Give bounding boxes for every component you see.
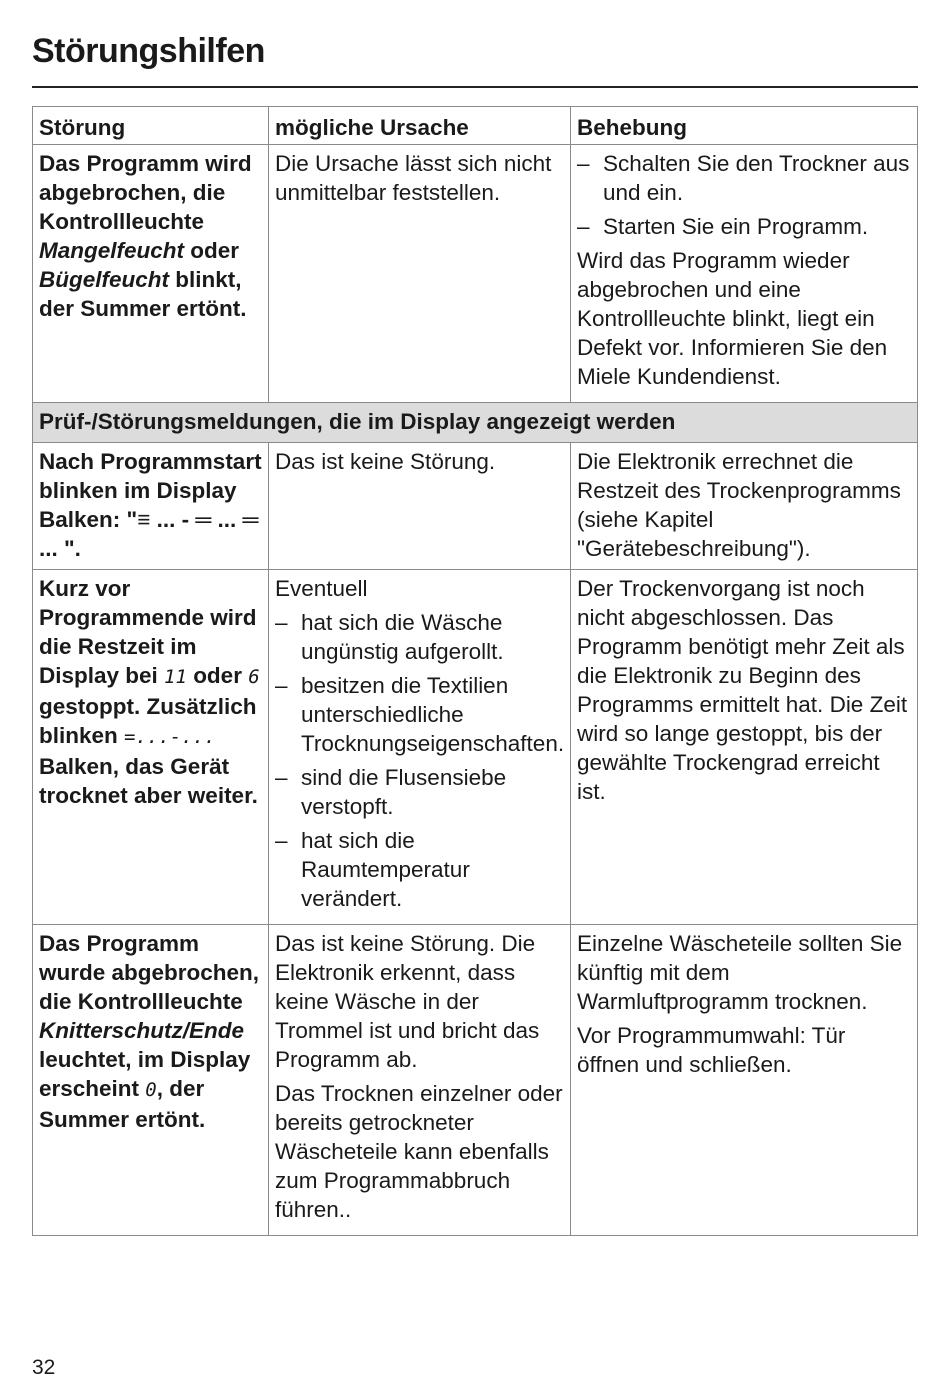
page-number: 32 xyxy=(32,1356,56,1379)
fault-text: leuchtet, im Display erscheint xyxy=(39,1047,251,1101)
remedy-dash-item: – Schalten Sie den Trockner aus und ein. xyxy=(577,149,911,207)
remedy-text: Einzelne Wäscheteile sollten Sie künftig mit dem Warmluftprogramm trocknen. xyxy=(577,931,903,1014)
indicator-name: Knitterschutz/Ende xyxy=(39,1018,245,1043)
table-row xyxy=(33,925,918,1236)
display-segment: 6 xyxy=(248,666,260,688)
header-stoerung: Störung xyxy=(33,107,269,145)
cause-intro: Eventuell xyxy=(275,576,368,601)
troubleshooting-table xyxy=(32,106,918,1236)
fault-cell xyxy=(33,570,269,925)
cause-cell xyxy=(269,570,571,925)
remedy-cell xyxy=(571,145,918,403)
cause-text: Das ist keine Störung. Die Elektronik erkennt, dass keine Wäsche in der Trommel ist und bricht das Programm ab. xyxy=(275,931,540,1072)
fault-text: oder xyxy=(186,663,249,688)
fault-cell xyxy=(33,145,269,403)
fault-text: Das Programm wird abgebrochen, die Kontrollleuchte xyxy=(39,151,252,234)
fault-cell xyxy=(33,443,269,570)
fault-cell xyxy=(33,925,269,1236)
display-segment: =...-... xyxy=(124,726,216,748)
remedy-text: Der Trockenvorgang ist noch nicht abgeschlossen. Das Programm benötigt mehr Zeit als die Elektronik zu Beginn des Programms ermittelt hat. Die Zeit wird so lange gestoppt, bis der gewählte Trockengrad erreicht ist. xyxy=(577,576,908,804)
remedy-cell xyxy=(571,570,918,925)
fault-text: gestoppt. Zusätzlich blinken xyxy=(39,694,257,748)
fault-text: Balken, das Gerät trocknet aber weiter. xyxy=(39,754,258,808)
remedy-text: Vor Programmumwahl: Tür öffnen und schließen. xyxy=(577,1023,846,1077)
display-segment: 0 xyxy=(145,1079,157,1101)
section-heading-row xyxy=(33,403,918,443)
remedy-cell xyxy=(571,925,918,1236)
cause-text: Das ist keine Störung. xyxy=(275,449,496,474)
table-header-row xyxy=(33,107,918,145)
cause-dash-item: – sind die Flusensiebe verstopft. xyxy=(275,763,564,821)
header-behebung: Behebung xyxy=(571,107,918,145)
indicator-name: Mangelfeucht xyxy=(39,238,185,263)
remedy-text: Wird das Programm wieder abgebrochen und eine Kontrollleuchte blinkt, liegt ein Defekt vor. Informieren Sie den Miele Kundendienst. xyxy=(577,248,888,389)
table-row xyxy=(33,443,918,570)
remedy-text: Die Elektronik errechnet die Restzeit des Trockenprogramms (siehe Kapitel "Gerätebeschreibung"). xyxy=(577,449,901,561)
indicator-name: Bügelfeucht xyxy=(39,267,170,292)
cause-cell xyxy=(269,443,571,570)
table-row xyxy=(33,570,918,925)
cause-text: Die Ursache lässt sich nicht unmittelbar feststellen. xyxy=(275,151,552,205)
cause-dash-item: – besitzen die Textilien unterschiedliche Trocknungseigenschaften. xyxy=(275,671,564,758)
table-row xyxy=(33,145,918,403)
fault-text: Kurz vor Programmende wird die Restzeit im Display bei xyxy=(39,576,257,688)
remedy-dash-item: – Starten Sie ein Programm. xyxy=(577,212,911,241)
fault-text: Nach Programmstart blinken im Display Balken: "≡ ... - ═ ... ═ ... ". xyxy=(39,449,262,561)
page-title: Störungshilfen xyxy=(32,32,265,70)
section-heading: Prüf-/Störungsmeldungen, die im Display angezeigt werden xyxy=(33,403,918,443)
cause-dash-item: – hat sich die Wäsche ungünstig aufgerollt. xyxy=(275,608,564,666)
display-segment: 11 xyxy=(164,666,187,688)
fault-text: blinkt, der Summer ertönt. xyxy=(39,267,247,321)
header-ursache: mögliche Ursache xyxy=(269,107,571,145)
fault-text: , der Summer ertönt. xyxy=(39,1076,206,1132)
cause-dash-item: – hat sich die Raumtemperatur verändert. xyxy=(275,826,564,913)
cause-cell xyxy=(269,145,571,403)
remedy-cell xyxy=(571,443,918,570)
cause-cell xyxy=(269,925,571,1236)
fault-text: Das Programm wurde abgebrochen, die Kontrollleuchte xyxy=(39,931,260,1014)
title-divider xyxy=(32,86,918,88)
fault-text: oder xyxy=(184,238,240,263)
cause-text: Das Trocknen einzelner oder bereits getrockneter Wäscheteile kann ebenfalls zum Programmabbruch führen.. xyxy=(275,1081,563,1222)
